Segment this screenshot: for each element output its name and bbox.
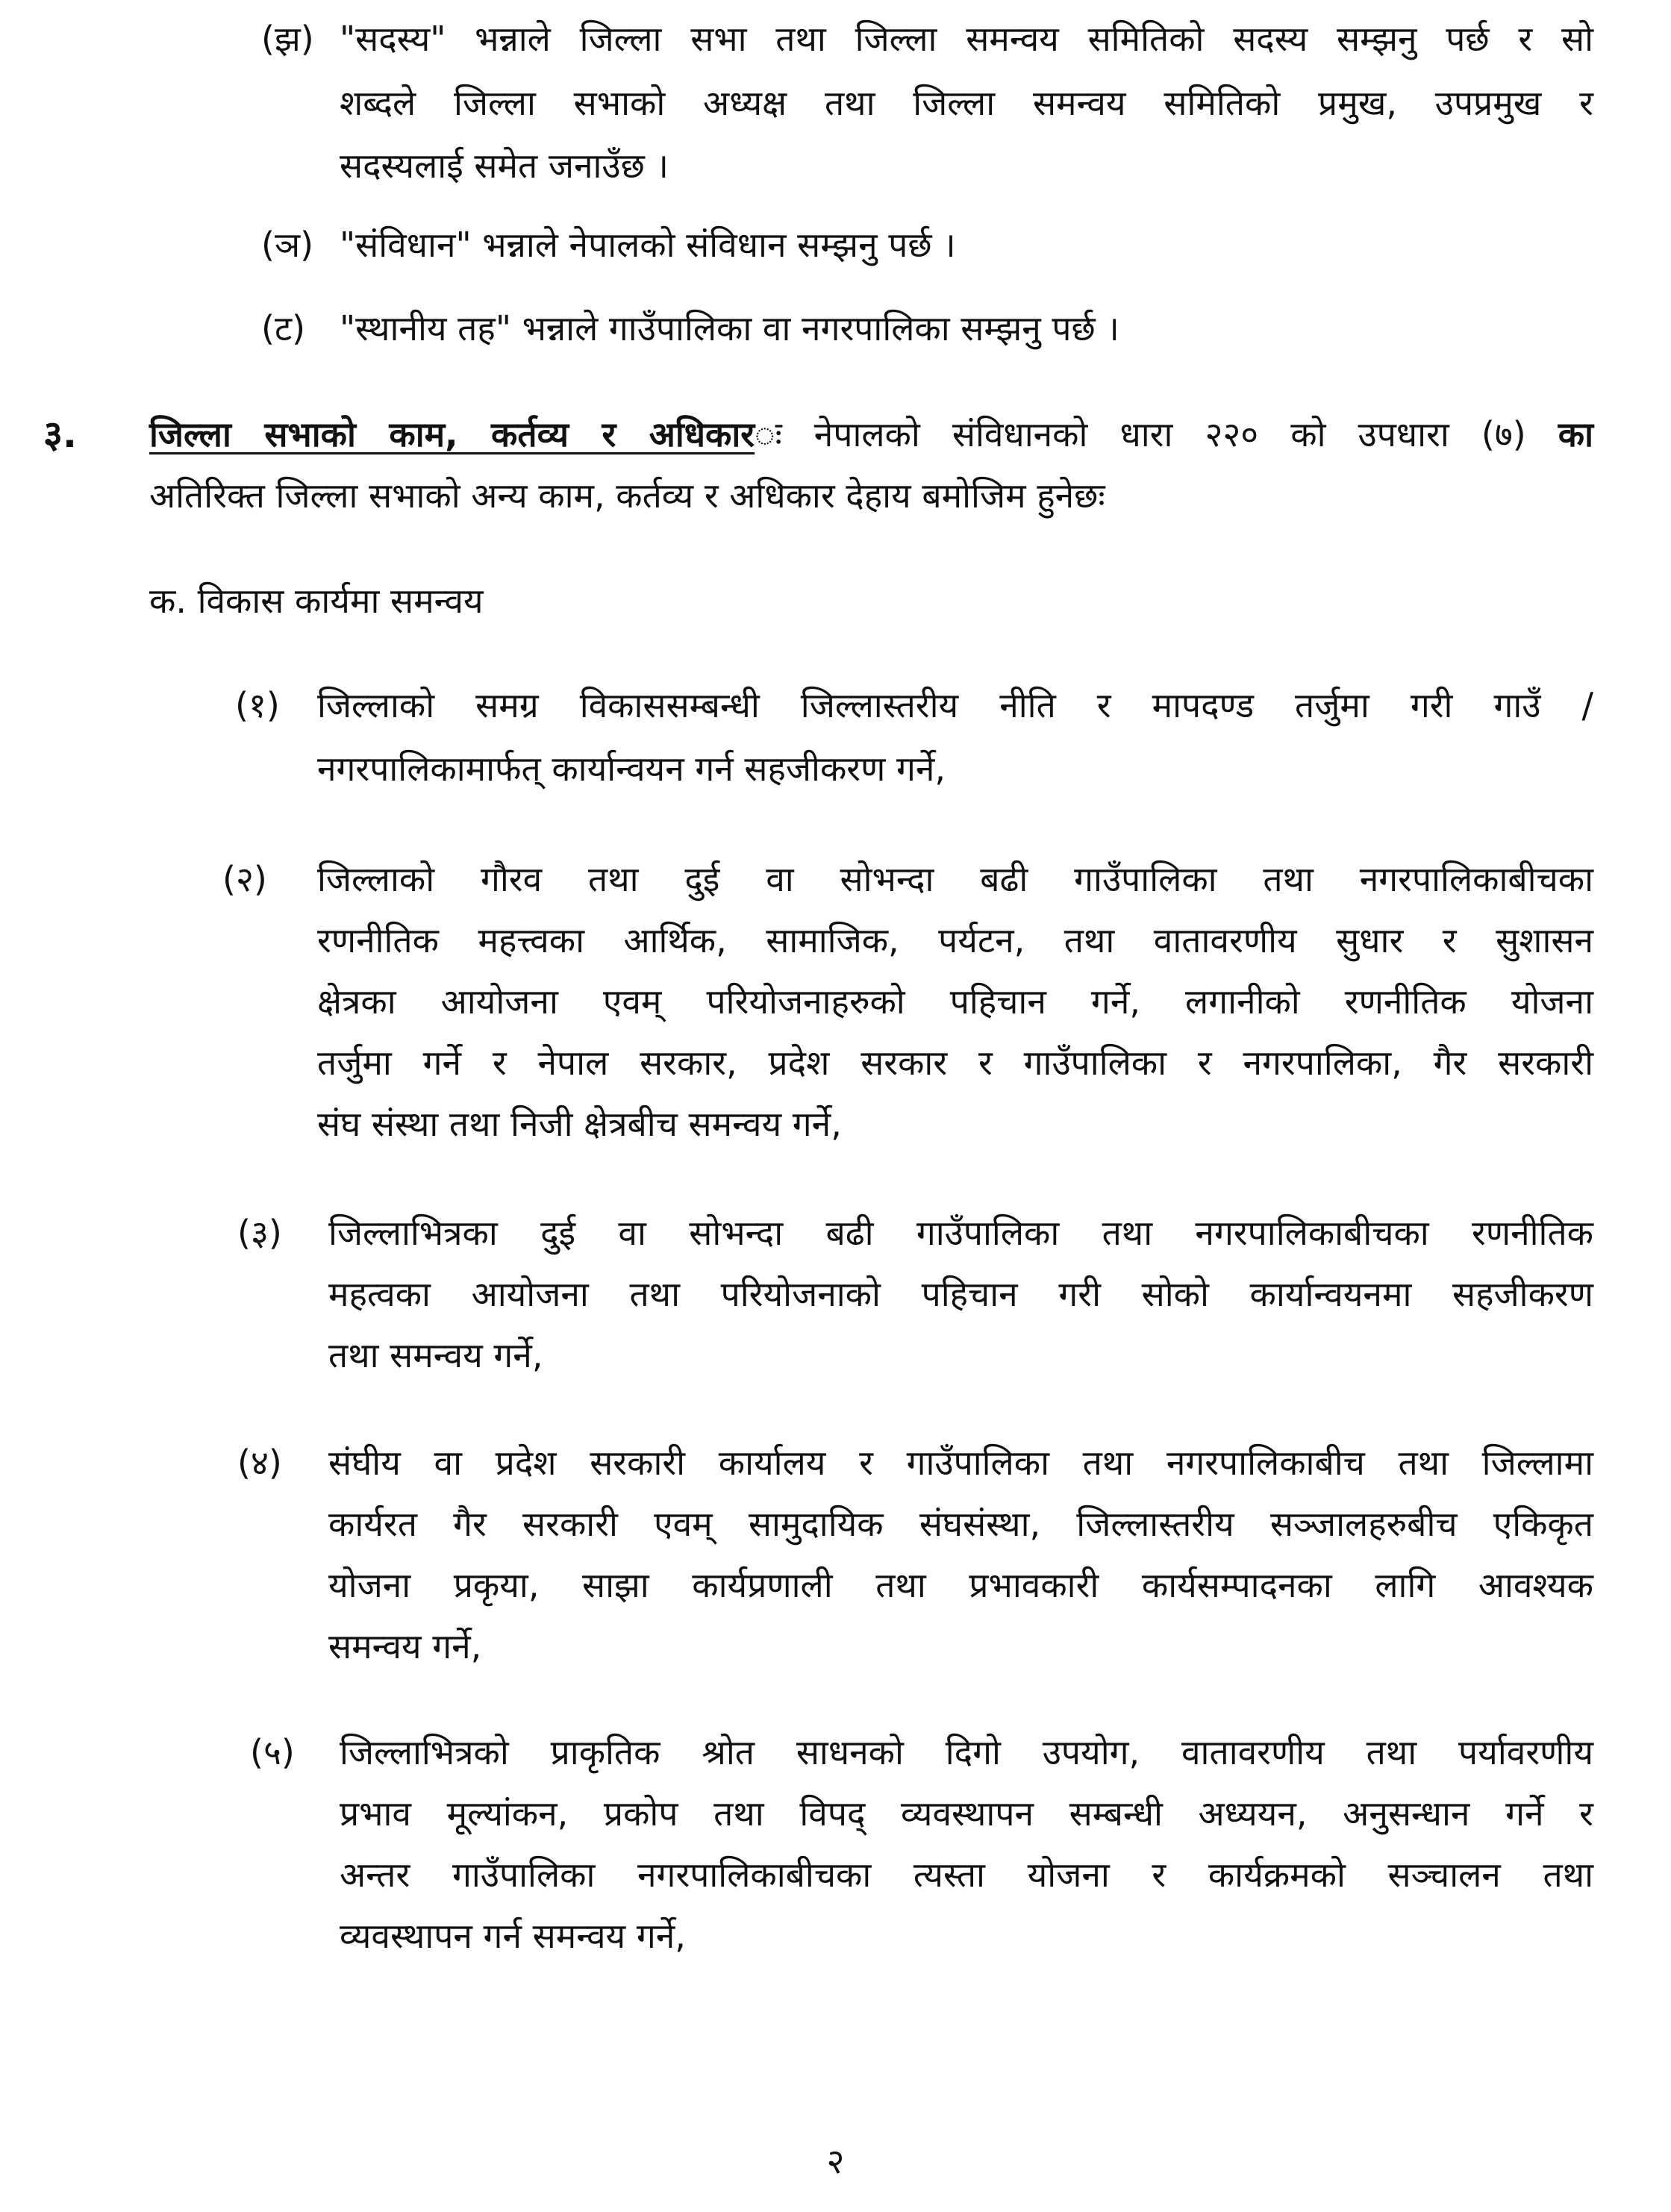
item-text-line: सदस्यलाई समेत जनाउँछ । xyxy=(340,146,669,186)
clause-text-line: महत्वका आयोजना तथा परियोजनाको पहिचान गरी सोको कार्यान्वयनमा सहजीकरण xyxy=(328,1274,1593,1314)
clause-marker: (३) xyxy=(237,1213,282,1253)
item-marker: (ट) xyxy=(261,308,306,349)
clause-text-line: अन्तर गाउँपालिका नगरपालिकाबीचका त्यस्ता योजना र कार्यक्रमको सञ्चालन तथा xyxy=(340,1855,1593,1895)
clause-text-line: कार्यरत गैर सरकारी एवम् सामुदायिक संघसंस्था, जिल्लास्तरीय सञ्जालहरुबीच एकिकृत xyxy=(328,1504,1593,1544)
clause-text-line: योजना प्रकृया, साझा कार्यप्रणाली तथा प्रभावकारी कार्यसम्पादनका लागि आवश्यक xyxy=(328,1565,1593,1605)
clause-text-line: संघ संस्था तथा निजी क्षेत्रबीच समन्वय गर्ने, xyxy=(317,1104,842,1144)
clause-text-line: व्यवस्थापन गर्न समन्वय गर्ने, xyxy=(340,1916,686,1956)
clause-text-line: जिल्लाभित्रका दुई वा सोभन्दा बढी गाउँपालिका तथा नगरपालिकाबीचका रणनीतिक xyxy=(328,1213,1593,1253)
clause-text-line: तर्जुमा गर्ने र नेपाल सरकार, प्रदेश सरकार र गाउँपालिका र नगरपालिका, गैर सरकारी xyxy=(317,1043,1593,1083)
section-number: ३. xyxy=(43,413,77,456)
item-text-line: "सदस्य" भन्नाले जिल्ला सभा तथा जिल्ला समन्वय समितिको सदस्य सम्झनु पर्छ र सो xyxy=(340,19,1593,59)
item-text-line: "स्थानीय तह" भन्नाले गाउँपालिका वा नगरपालिका सम्झनु पर्छ । xyxy=(340,308,1119,349)
section-intro-line: अतिरिक्त जिल्ला सभाको अन्य काम, कर्तव्य र अधिकार देहाय बमोजिम हुनेछः xyxy=(149,475,1105,516)
section-intro-bold: का xyxy=(1558,414,1593,454)
clause-text-line: संघीय वा प्रदेश सरकारी कार्यालय र गाउँपालिका तथा नगरपालिकाबीच तथा जिल्लामा xyxy=(328,1443,1593,1483)
clause-marker: (५) xyxy=(250,1732,295,1772)
clause-text-line: नगरपालिकामार्फत् कार्यान्वयन गर्न सहजीकरण गर्ने, xyxy=(317,749,946,789)
clause-marker: (१) xyxy=(235,685,280,725)
subsection-label: क. विकास कार्यमा समन्वय xyxy=(149,581,484,621)
item-text-line: शब्दले जिल्ला सभाको अध्यक्ष तथा जिल्ला समन्वय समितिको प्रमुख, उपप्रमुख र xyxy=(340,83,1593,123)
clause-text-line: जिल्लाभित्रको प्राकृतिक श्रोत साधनको दिगो उपयोग, वातावरणीय तथा पर्यावरणीय xyxy=(340,1732,1593,1772)
item-marker: (ञ) xyxy=(261,225,314,265)
item-text-line: "संविधान" भन्नाले नेपालको संविधान सम्झनु पर्छ । xyxy=(340,225,956,265)
clause-text-line: प्रभाव मूल्यांकन, प्रकोप तथा विपद् व्यवस्थापन सम्बन्धी अध्ययन, अनुसन्धान गर्ने र xyxy=(340,1793,1593,1834)
clause-marker: (२) xyxy=(222,859,267,899)
section-intro-text: ः नेपालको संविधानको धारा २२० को उपधारा (७) xyxy=(755,414,1526,454)
section-intro-line xyxy=(149,412,1593,457)
clause-text-line: जिल्लाको समग्र विकाससम्बन्धी जिल्लास्तरीय नीति र मापदण्ड तर्जुमा गरी गाउँ / xyxy=(317,685,1593,725)
clause-text-line: तथा समन्वय गर्ने, xyxy=(328,1335,543,1375)
clause-text-line: रणनीतिक महत्त्वका आर्थिक, सामाजिक, पर्यटन, तथा वातावरणीय सुधार र सुशासन xyxy=(317,920,1593,960)
item-marker: (झ) xyxy=(261,19,314,59)
clause-text-line: जिल्लाको गौरव तथा दुई वा सोभन्दा बढी गाउँपालिका तथा नगरपालिकाबीचका xyxy=(317,859,1593,899)
page-number: २ xyxy=(826,2141,845,2181)
clause-marker: (४) xyxy=(237,1443,282,1483)
clause-text-line: समन्वय गर्ने, xyxy=(328,1626,482,1666)
clause-text-line: क्षेत्रका आयोजना एवम् परियोजनाहरुको पहिचान गर्ने, लगानीको रणनीतिक योजना xyxy=(317,981,1593,1022)
section-heading: जिल्ला सभाको काम, कर्तव्य र अधिकार xyxy=(149,414,755,454)
